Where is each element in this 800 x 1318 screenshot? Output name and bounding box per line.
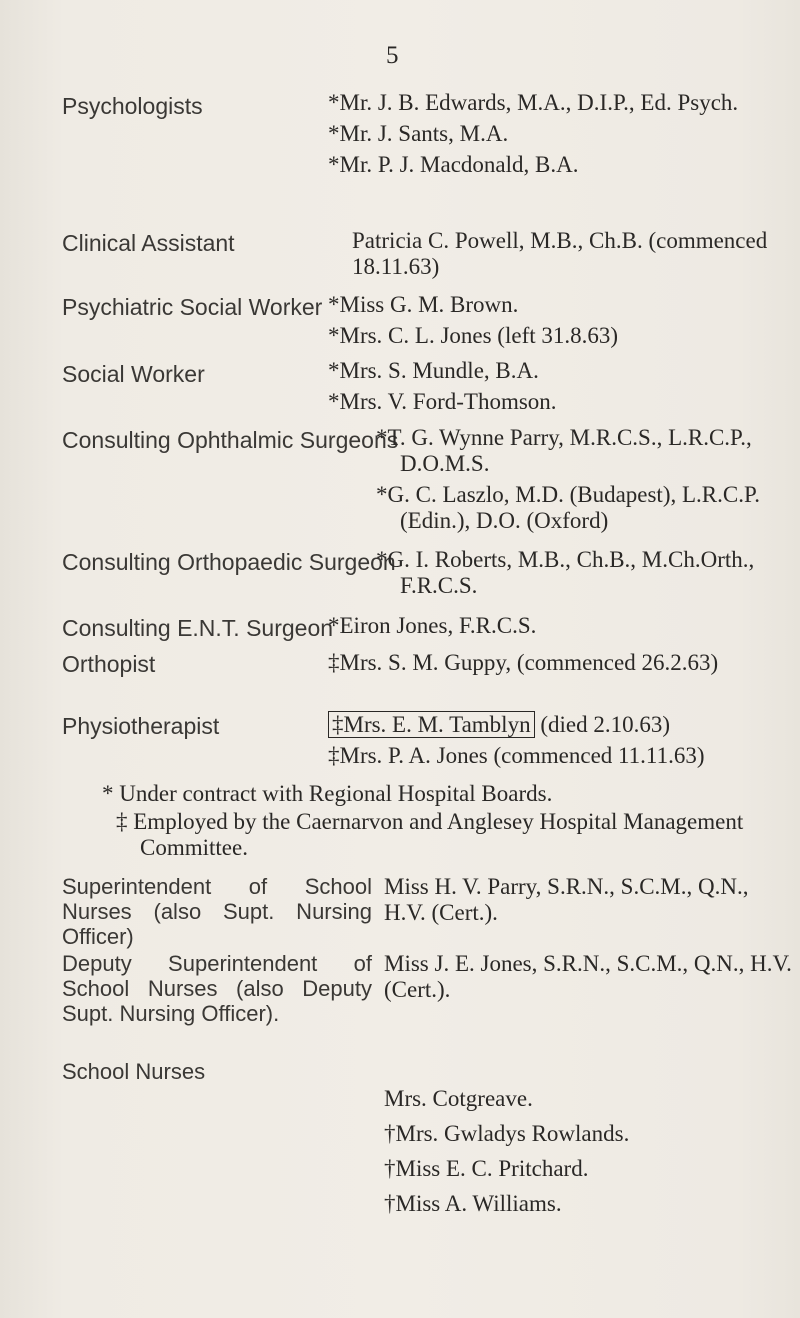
entry: †Mrs. Gwladys Rowlands. — [384, 1121, 630, 1146]
entry: *Mr. J. B. Edwards, M.A., D.I.P., Ed. Psych. — [328, 90, 739, 115]
footnote-asterisk: * Under contract with Regional Hospital Boards. — [102, 781, 553, 806]
role-psychiatric-social-worker: Psychiatric Social Worker — [62, 294, 323, 320]
page-number: 5 — [386, 42, 399, 69]
entry: *T. G. Wynne Parry, M.R.C.S., L.R.C.P., D.O.M.S. — [376, 425, 752, 476]
entry: *Mrs. V. Ford-Thomson. — [328, 389, 557, 414]
entry-boxed — [322, 712, 792, 738]
entry: *G. I. Roberts, M.B., Ch.B., M.Ch.Orth., F.R.C.S. — [376, 547, 755, 598]
entry: *Miss G. M. Brown. — [328, 292, 519, 317]
entry-superintendent-nurses: Miss H. V. Parry, S.R.N., S.C.M., Q.N., H.V. (Cert.). — [384, 874, 749, 925]
entry: †Miss E. C. Pritchard. — [384, 1156, 589, 1181]
entry: †Miss A. Williams. — [384, 1191, 562, 1216]
entry: *G. C. Laszlo, M.D. (Budapest), L.R.C.P. (Edin.), D.O. (Oxford) — [376, 482, 760, 533]
entries-psychiatric-social-worker — [328, 292, 793, 354]
entry: *Eiron Jones, F.R.C.S. — [328, 613, 537, 638]
role-superintendent-nurses: Superintendent of School Nurses (also Supt. Nursing Officer) — [62, 874, 372, 949]
entries-ophthalmic-surgeons — [376, 425, 791, 539]
entry: *Mrs. S. Mundle, B.A. — [328, 358, 539, 383]
entry: ‡Mrs. P. A. Jones (commenced 11.11.63) — [328, 743, 705, 768]
entries-ent-surgeon — [328, 613, 758, 644]
role-ent-surgeon: Consulting E.N.T. Surgeon — [62, 615, 334, 641]
role-orthopist: Orthopist — [62, 651, 156, 677]
role-clinical-assistant: Clinical Assistant — [62, 230, 235, 256]
entry: ‡Mrs. S. M. Guppy, (commenced 26.2.63) — [328, 650, 719, 675]
boxed-name: ‡Mrs. E. M. Tamblyn — [328, 711, 535, 738]
role-psychologists: Psychologists — [62, 93, 203, 119]
entry: *Mr. P. J. Macdonald, B.A. — [328, 152, 579, 177]
entry: *Mrs. C. L. Jones (left 31.8.63) — [328, 323, 619, 348]
entry: Mrs. Cotgreave. — [384, 1086, 533, 1111]
role-ophthalmic-surgeons: Consulting Ophthalmic Surgeons — [62, 427, 399, 453]
entries-physiotherapist — [322, 712, 792, 774]
footnote-double-dagger: ‡ Employed by the Caernarvon and Anglesey Hospital Management Committee. — [116, 809, 744, 860]
entry: *Mr. J. Sants, M.A. — [328, 121, 509, 146]
role-social-worker: Social Worker — [62, 361, 205, 387]
entries-social-worker — [328, 358, 758, 420]
entry-note: (died 2.10.63) — [534, 712, 670, 737]
role-physiotherapist: Physiotherapist — [62, 713, 220, 739]
entries-orthopaedic-surgeon — [376, 547, 791, 604]
role-school-nurses: School Nurses — [62, 1059, 206, 1084]
entries-school-nurses — [384, 1086, 794, 1226]
role-deputy-superintendent: Deputy Superintendent of School Nurses (also Deputy Supt. Nursing Officer). — [62, 951, 372, 1026]
entries-orthopist — [328, 650, 768, 681]
entry: Patricia C. Powell, M.B., Ch.B. (commenced 18.11.63) — [352, 228, 768, 279]
entries-clinical-assistant — [352, 228, 792, 285]
entries-psychologists — [328, 90, 758, 183]
entry-deputy-superintendent: Miss J. E. Jones, S.R.N., S.C.M., Q.N., H.V. (Cert.). — [384, 951, 792, 1002]
role-orthopaedic-surgeon: Consulting Orthopaedic Surgeon — [62, 549, 396, 575]
